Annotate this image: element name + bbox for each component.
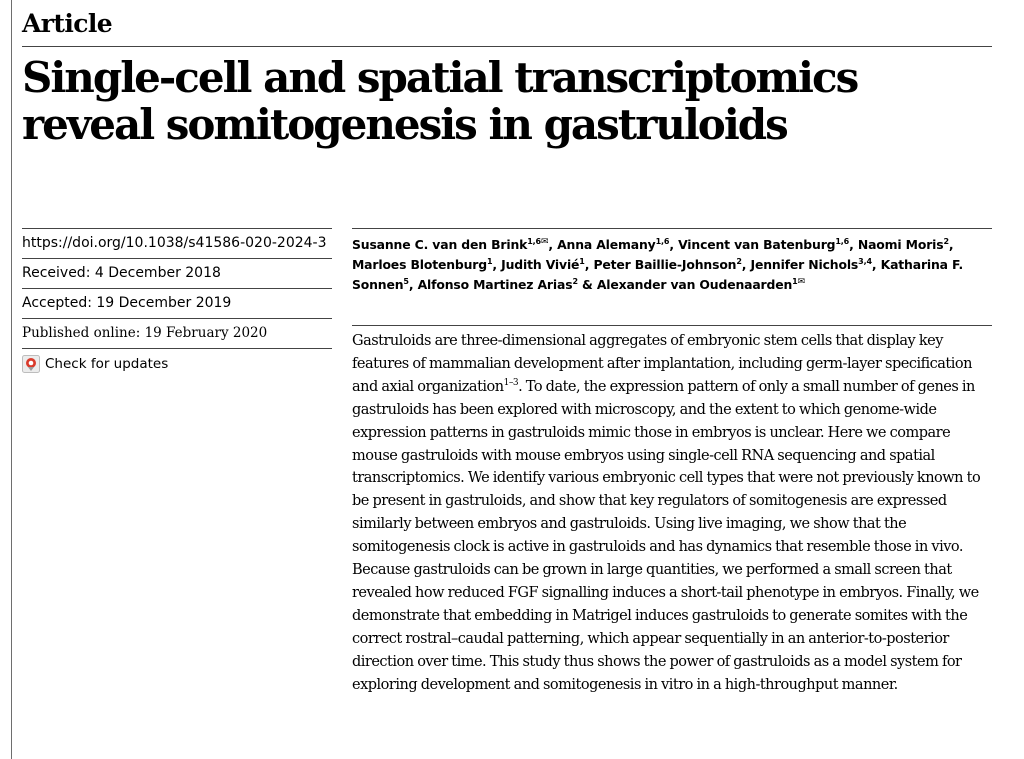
abstract [352,330,992,697]
author-entry [557,237,678,252]
author-name[interactable]: Marloes Blotenburg [352,257,487,272]
author-name[interactable]: Jennifer Nichols [750,257,859,272]
author-entry [352,237,557,252]
author-entry [501,257,593,272]
abstract-text-1: Gastruloids are three-dimensional aggregates of embryonic stem cells that display key features of mammalian development after implantation, including germ-layer specification and axial organization [352,333,972,395]
author-affiliation: 5 [403,276,409,286]
author-name[interactable]: Judith Vivié [501,257,580,272]
check-for-updates-button[interactable] [22,355,332,373]
author-name[interactable]: Peter Baillie-Johnson [593,257,737,272]
author-affiliation: 1,6 [835,236,850,246]
published-date: Published online: 19 February 2020 [22,318,332,349]
check-for-updates-label: Check for updates [45,356,169,372]
author-affiliation: 1 [486,256,493,266]
author-separator: , [849,237,858,252]
author-separator: , [669,237,679,252]
author-affiliation: 1,6 [527,236,541,246]
author-separator: , [741,257,751,272]
author-entry [352,257,501,272]
author-separator: , [948,237,954,252]
article-title: Single-cell and spatial transcriptomics reveal somitogenesis in gastruloids [22,53,858,149]
author-affiliation: 2 [736,256,742,266]
author-entry [597,277,805,292]
author-name[interactable]: Katharina F. Sonnen [352,257,964,292]
left-margin-rule [11,0,12,759]
author-affiliation: 2 [943,236,949,246]
author-separator: , [408,277,418,292]
author-name[interactable]: Vincent van Batenburg [678,237,836,252]
author-name[interactable]: Alexander van Oudenaarden [596,277,793,292]
author-separator: , [492,257,502,272]
envelope-icon[interactable]: ✉ [797,276,805,287]
author-entry [858,237,954,252]
accepted-date: Accepted: 19 December 2019 [22,288,332,318]
authors-divider [352,228,992,229]
received-date: Received: 4 December 2018 [22,258,332,288]
author-affiliation: 3,4 [858,256,872,266]
author-affiliation: 1,6 [655,236,670,246]
author-separator: , [584,257,594,272]
author-entry [593,257,750,272]
author-list [352,235,992,295]
author-entry [751,257,881,272]
author-name[interactable]: Anna Alemany [557,237,656,252]
doi-link[interactable]: https://doi.org/10.1038/s41586-020-2024-3 [22,228,332,258]
abstract-text-2: . To date, the expression pattern of only a small number of genes in gastruloids has been explored with microscopy, and the extent to which genome-wide expression patterns in gastruloids mimic those in embryos is unclear. Here we compare mouse gastruloids with mouse embryos using single-cell RNA sequencing and spatial transcriptomics. We identify various embryonic cell types that were not previously known to be present in gastruloids, and show that key regulators of somitogenesis are expressed similarly between embryos and gastruloids. Using live imaging, we show that the somitogenesis clock is active in gastruloids and has dynamics that resemble those in vivo. Because gastruloids can be grown in large quantities, we performed a small screen that revealed how reduced FGF signalling induces a short-tail phenotype in embryos. Finally, we demonstrate that embedding in Matrigel induces gastruloids to generate somites with the correct rostral–caudal patterning, which appear sequentially in an anterior-to-posterior direction over time. This study thus shows the power of gastruloids as a model system for exploring development and somitogenesis in vitro in a high-throughput manner. [352,378,981,693]
author-affiliation: 1 [579,256,585,266]
author-name[interactable]: Alfonso Martinez Arias [417,277,573,292]
author-entry [678,237,858,252]
abstract-citation[interactable]: 1–3 [503,377,519,388]
author-separator: , [871,257,881,272]
author-entry [418,277,597,292]
author-affiliation: 1 [792,276,798,286]
author-name[interactable]: Susanne C. van den Brink [352,237,528,252]
check-for-updates-icon [22,355,40,373]
author-name[interactable]: Naomi Moris [857,237,944,252]
article-type-label: Article [22,9,113,38]
abstract-divider [352,325,992,326]
author-separator: & [577,277,597,292]
author-separator: , [548,237,558,252]
envelope-icon[interactable]: ✉ [540,236,549,247]
author-affiliation: 2 [572,276,578,286]
top-divider [22,46,992,47]
article-metadata [22,228,332,373]
